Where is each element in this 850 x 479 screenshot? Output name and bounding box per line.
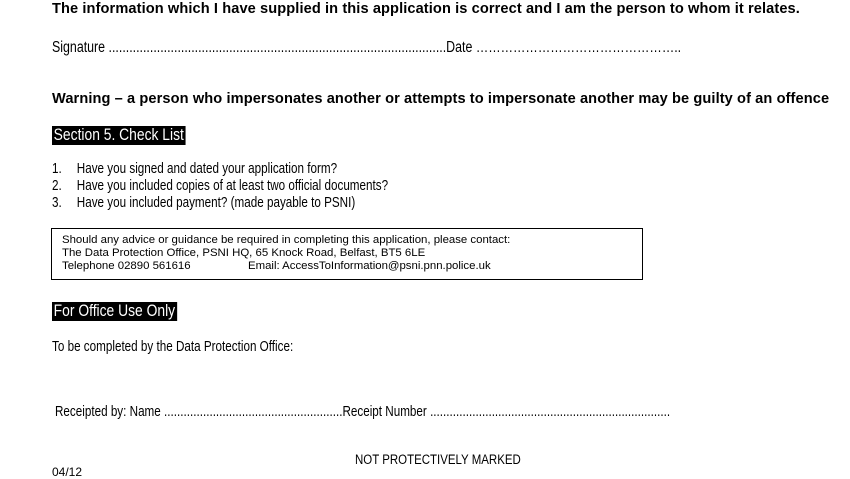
list-item-text: Have you signed and dated your application form? [76,161,338,177]
list-item-number: 3. [52,195,62,211]
signature-date-line [52,39,681,57]
signature-field[interactable]: .................................................................................................. [108,39,447,56]
list-item [52,195,388,212]
page-reference: 04/12 [52,465,83,479]
receipted-by-field[interactable]: ....................................................... [164,404,343,420]
protective-marking: NOT PROTECTIVELY MARKED [355,452,521,467]
list-item-text: Have you included payment? (made payable to PSNI) [76,195,356,211]
receipted-by-label: Receipted by: Name [55,404,161,420]
declaration-text: The information which I have supplied in this application is correct and I am the person to whom it relates. [52,1,800,17]
contact-intro: Should any advice or guidance be required in completing this application, please contact: [62,234,511,246]
contact-info-box [51,228,643,280]
section-5-heading: Section 5. Check List [53,126,184,144]
contact-address: The Data Protection Office, PSNI HQ, 65 Knock Road, Belfast, BT5 6LE [62,247,426,259]
list-item [52,161,388,178]
list-item-number: 1. [52,161,62,177]
warning-text: Warning – a person who impersonates another or attempts to impersonate another may be guilty of an offence [52,91,830,107]
office-use-note: To be completed by the Data Protection Office: [52,339,294,355]
office-use-heading: For Office Use Only [53,302,176,320]
list-item [52,178,388,195]
contact-telephone: Telephone 02890 561616 [62,260,191,272]
list-item-number: 2. [52,178,62,194]
receipt-number-label: Receipt Number [342,404,427,420]
date-label: Date [446,39,473,56]
signature-label: Signature [52,39,106,56]
date-field[interactable]: ………………………………………….. [475,39,682,56]
list-item-text: Have you included copies of at least two official documents? [76,178,389,194]
receipt-number-field[interactable]: .......................................................................... [430,404,671,420]
contact-email: Email: AccessToInformation@psni.pnn.police.uk [248,260,491,272]
check-list [52,161,388,212]
receipt-line [55,404,670,420]
